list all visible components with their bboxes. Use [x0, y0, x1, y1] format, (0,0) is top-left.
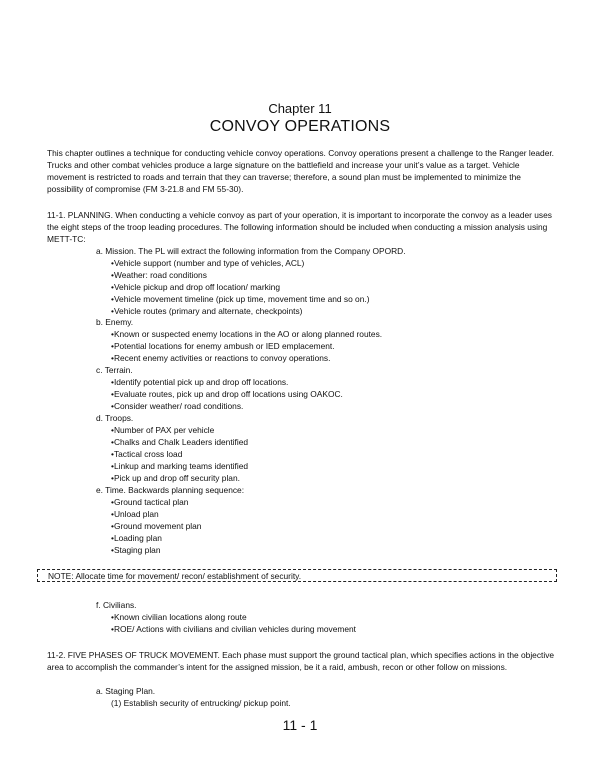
time-list — [96, 485, 244, 556]
civilians-list — [96, 600, 356, 636]
list-item: • Consider weather/ road conditions. — [96, 401, 343, 413]
time-heading: e. Time. Backwards planning sequence: — [96, 485, 245, 495]
mission-list — [96, 246, 406, 317]
list-item: • Loading plan — [96, 533, 244, 545]
list-item: • Vehicle support (number and type of vehicles, ACL) — [96, 258, 406, 270]
list-item: • Number of PAX per vehicle — [96, 425, 248, 437]
terrain-heading: c. Terrain. — [96, 365, 133, 375]
list-item: • Recent enemy activities or reactions to convoy operations. — [96, 353, 382, 365]
list-item: • Ground movement plan — [96, 521, 244, 533]
list-item: • Chalks and Chalk Leaders identified — [96, 437, 248, 449]
chapter-title: CONVOY OPERATIONS — [209, 118, 391, 135]
list-item: • Tactical cross load — [96, 449, 248, 461]
terrain-list — [96, 365, 343, 413]
chapter-number: Chapter 11 — [268, 101, 332, 116]
list-item: • Staging plan — [96, 545, 244, 557]
list-item: • Potential locations for enemy ambush or IED emplacement. — [96, 341, 382, 353]
section-11-1-planning: 11-1. PLANNING. When conducting a vehicle convoy as part of your operation, it is important to incorporate the convoy as a leader uses the eight steps of the troop leading procedures. The following information should be included when conducting a mission analysis using METT-TC: — [47, 210, 552, 244]
list-item: • Known civilian locations along route — [96, 612, 356, 624]
list-item: • Vehicle movement timeline (pick up time, movement time and so on.) — [96, 294, 406, 306]
mission-heading: a. Mission. The PL will extract the following information from the Company OPORD. — [96, 246, 406, 256]
list-item: • Unload plan — [96, 509, 244, 521]
staging-subitem: (1) Establish security of entrucking/ pickup point. — [111, 697, 291, 708]
list-item: • Pick up and drop off security plan. — [96, 473, 248, 485]
troops-list — [96, 413, 248, 484]
list-item: • Ground tactical plan — [96, 497, 244, 509]
enemy-heading: b. Enemy. — [96, 317, 134, 327]
list-item: • Weather: road conditions — [96, 270, 406, 282]
list-item: • Identify potential pick up and drop off locations. — [96, 377, 343, 389]
staging-heading: a. Staging Plan. — [96, 686, 156, 696]
list-item: • Linkup and marking teams identified — [96, 461, 248, 473]
list-item: • Known or suspected enemy locations in the AO or along planned routes. — [96, 329, 382, 341]
list-item: • Vehicle pickup and drop off location/ marking — [96, 282, 406, 294]
staging-list — [96, 686, 291, 710]
enemy-list — [96, 317, 382, 365]
intro-paragraph: This chapter outlines a technique for conducting vehicle convoy operations. Convoy operations present a challenge to the Ranger leader. Trucks and other combat vehicles produce a large signature on the battlefield and increase your unit’s value as a target. Vehicle movement is restricted to roads and terrain that they can traverse; therefore, a sound plan must be implemented to minimize the possibility of compromise (FM 3-21.8 and FM 55-30). — [47, 148, 555, 194]
note-box: NOTE: Allocate time for movement/ recon/ establishment of security. — [37, 569, 557, 582]
section-11-2-five-phases: 11-2. FIVE PHASES OF TRUCK MOVEMENT. Each phase must support the ground tactical plan, which specifies actions in the objective area to accomplish the commander’s intent for the assigned mission, be it a raid, ambush, recon or other follow on missions. — [47, 650, 555, 672]
civilians-heading: f. Civilians. — [96, 600, 137, 610]
list-item: • Vehicle routes (primary and alternate, checkpoints) — [96, 306, 406, 318]
list-item: • ROE/ Actions with civilians and civilian vehicles during movement — [96, 624, 356, 636]
page-number: 11 - 1 — [282, 717, 318, 733]
troops-heading: d. Troops. — [96, 413, 134, 423]
list-item: • Evaluate routes, pick up and drop off locations using OAKOC. — [96, 389, 343, 401]
